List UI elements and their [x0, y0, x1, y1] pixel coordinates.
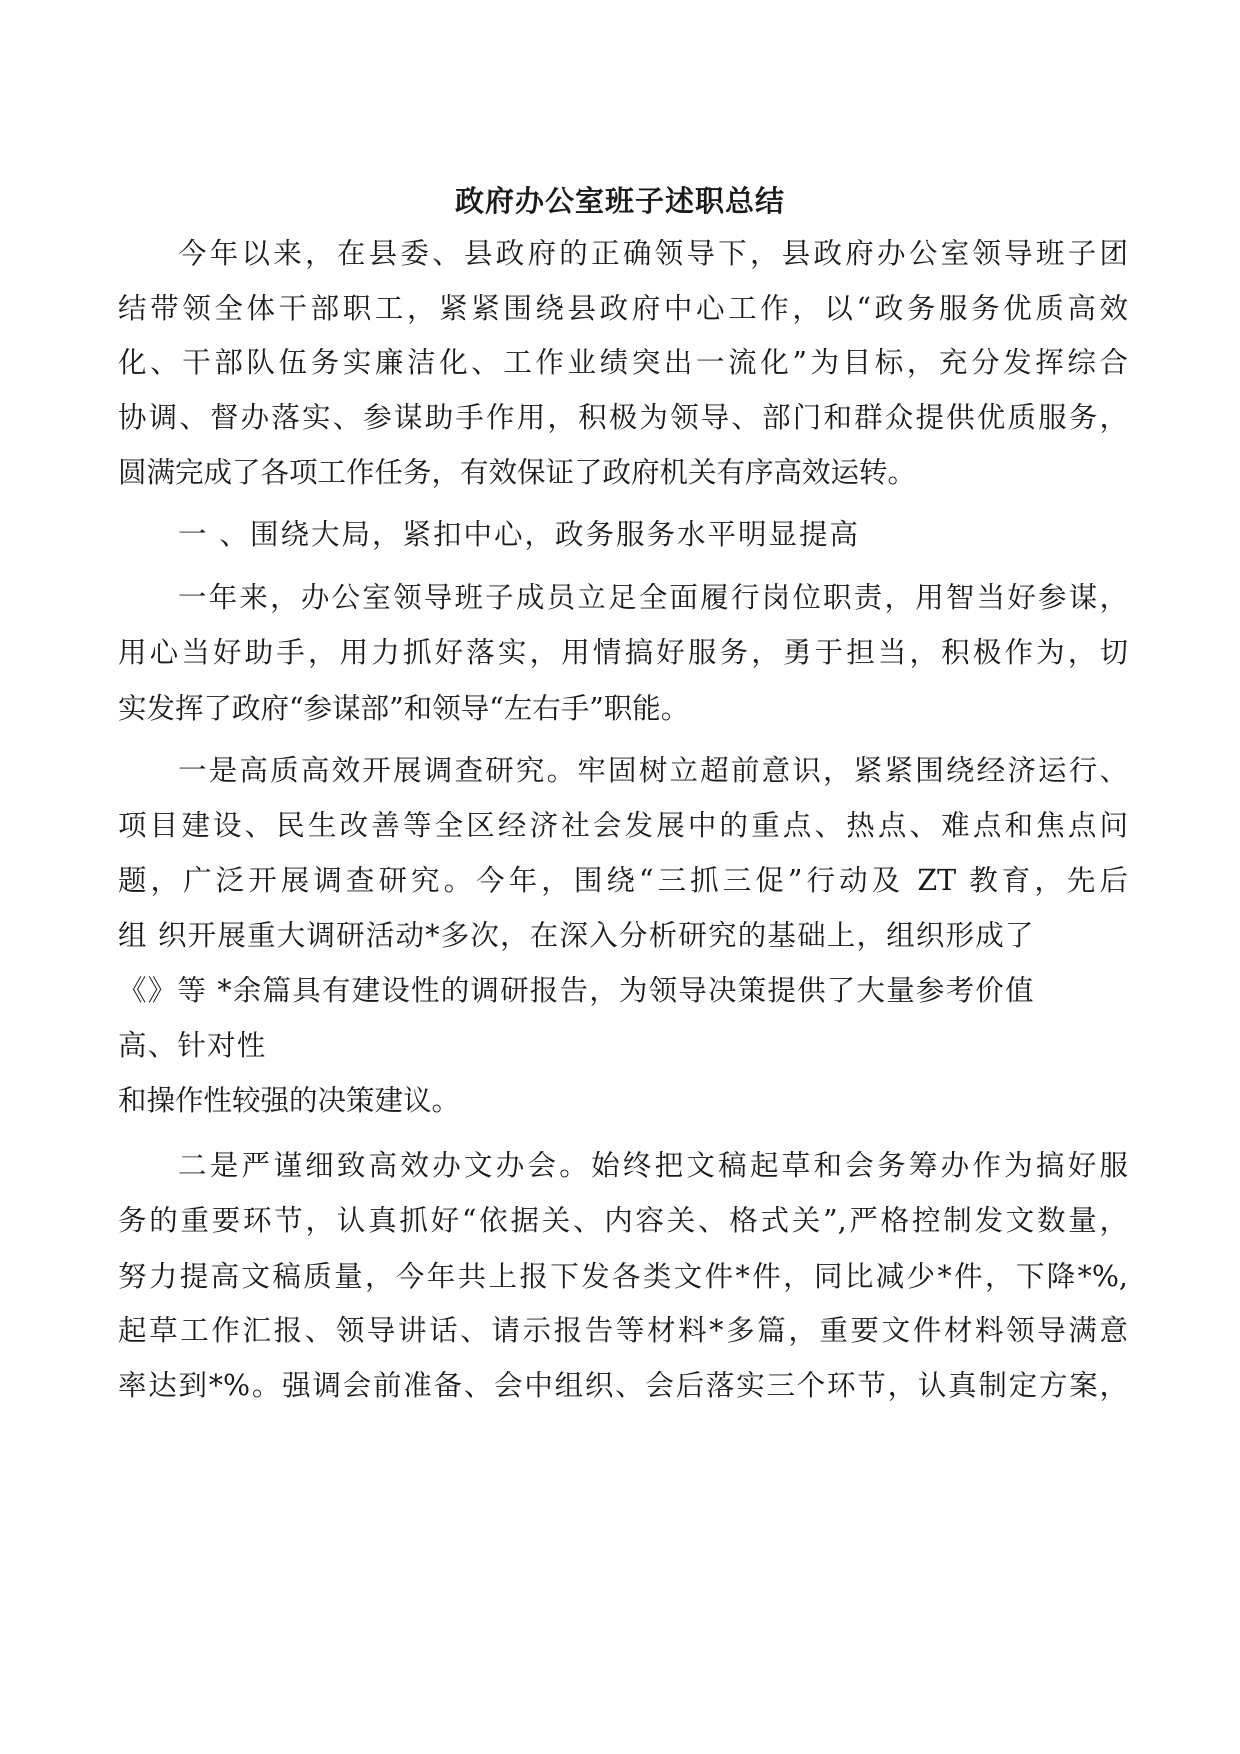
text-line: 率达到*%。强调会前准备、会中组织、会后落实三个环节，认真制定方案， — [118, 1369, 1128, 1402]
text-line: 协调、督办落实、参谋助手作用，积极为领导、部门和群众提供优质服务， — [118, 401, 1128, 434]
text-line: 高、针对性 — [118, 1029, 267, 1062]
text-line: 结带领全体干部职工，紧紧围绕县政府中心工作，以“政务服务优质高效 — [118, 292, 1128, 325]
text-line: 圆满完成了各项工作任务，有效保证了政府机关有序高效运转。 — [118, 456, 917, 489]
text-line: 项目建设、民生改善等全区经济社会发展中的重点、热点、难点和焦点问 — [118, 809, 1128, 842]
text-line: 今年以来，在县委、县政府的正确领导下，县政府办公室领导班子团 — [178, 237, 1128, 270]
text-line: 化、干部队伍务实廉洁化、工作业绩突出一流化”为目标，充分发挥综合 — [118, 346, 1128, 379]
text-line: 二是严谨细致高效办文办会。始终把文稿起草和会务筹办作为搞好服 — [178, 1149, 1128, 1182]
text-line: 一是高质高效开展调查研究。牢固树立超前意识，紧紧围绕经济运行、 — [178, 754, 1128, 787]
text-line: 努力提高文稿质量，今年共上报下发各类文件*件，同比减少*件，下降*%, — [118, 1260, 1128, 1293]
text-line: 起草工作汇报、领导讲话、请示报告等材料*多篇，重要文件材料领导满意 — [118, 1314, 1128, 1347]
text-line: 实发挥了政府“参谋部”和领导“左右手”职能。 — [118, 692, 690, 725]
text-line: 用心当好助手，用力抓好落实，用情搞好服务，勇于担当，积极作为，切 — [118, 636, 1128, 669]
document-title: 政府办公室班子述职总结 — [454, 184, 785, 218]
text-line: 组 织开展重大调研活动*多次，在深入分析研究的基础上，组织形成了 — [118, 919, 1035, 952]
text-line: 题，广泛开展调查研究。今年，围绕“三抓三促”行动及 ZT 教育，先后 — [118, 864, 1128, 897]
text-line: 一年来，办公室领导班子成员立足全面履行岗位职责，用智当好参谋， — [178, 581, 1128, 614]
section-heading-text: 一 、围绕大局，紧扣中心，政务服务水平明显提高 — [178, 518, 861, 551]
text-line: 务的重要环节，认真抓好“依据关、内容关、格式关”,严格控制发文数量， — [118, 1204, 1128, 1237]
text-line: 和操作性较强的决策建议。 — [118, 1084, 461, 1117]
text-line: 《》等 *余篇具有建设性的调研报告，为领导决策提供了大量参考价值 — [118, 974, 1035, 1007]
